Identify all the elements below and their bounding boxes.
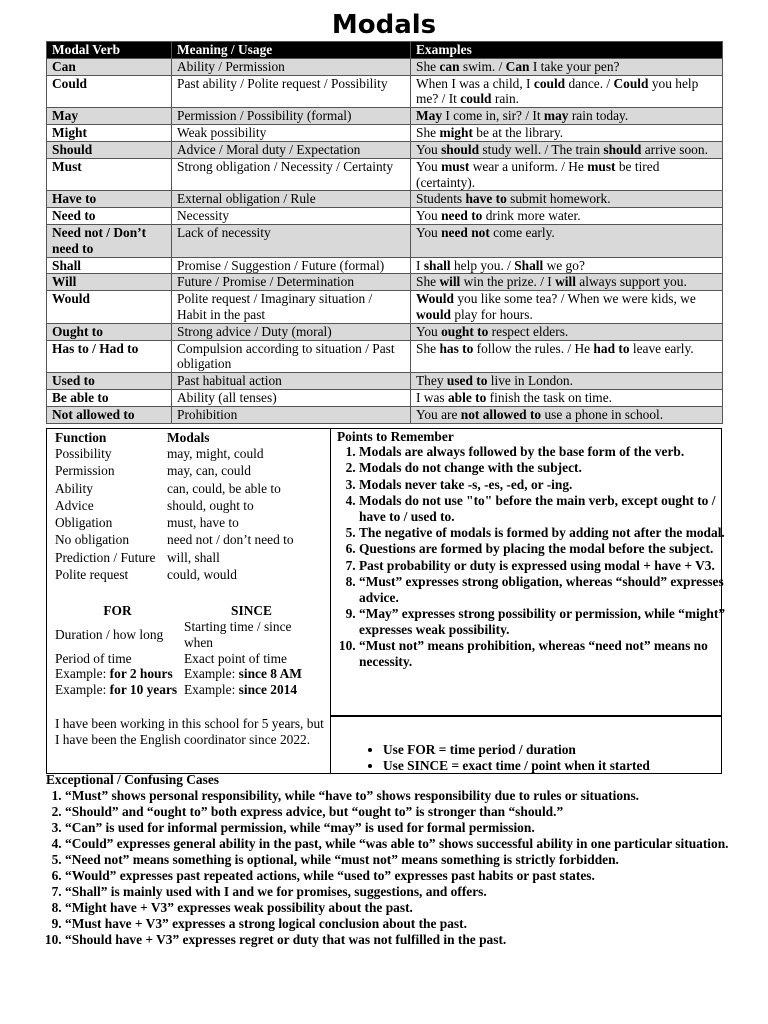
for-cell: Period of time — [55, 650, 132, 666]
modal-verb-cell: Might — [47, 125, 172, 142]
meaning-cell: Prohibition — [172, 406, 411, 423]
table-row — [47, 58, 723, 75]
point-item: 1. Modals are always followed by the base form of the verb. — [359, 444, 737, 460]
example-cell: Students have to submit homework. — [411, 191, 723, 208]
meaning-cell: Polite request / Imaginary situation / Habit in the past — [172, 291, 411, 324]
example-cell: You are not allowed to use a phone in school. — [411, 406, 723, 423]
column-header: Modal Verb — [47, 42, 172, 59]
exception-item: 9. “Must have + V3” expresses a strong logical conclusion about the past. — [65, 916, 737, 932]
modals-cell: should, ought to — [167, 497, 254, 513]
point-item: 2. Modals do not change with the subject. — [359, 460, 737, 476]
function-row — [53, 481, 296, 498]
example-cell: You must wear a uniform. / He must be tired (certainty). — [411, 158, 723, 191]
function-row — [53, 446, 296, 463]
table-row — [47, 340, 723, 373]
modal-verb-cell: Would — [47, 291, 172, 324]
since-cell: Exact point of time — [184, 650, 288, 666]
table-row — [47, 191, 723, 208]
function-header-row — [53, 430, 296, 446]
modals-cell: could, would — [167, 567, 237, 583]
function-cell: Ability — [55, 480, 93, 496]
meaning-cell: Strong advice / Duty (moral) — [172, 323, 411, 340]
for-since-example-sentence: I have been working in this school for 5 years, but I have been the English coordinator since 2022. — [55, 716, 324, 747]
table-row — [47, 323, 723, 340]
exception-item: 3. “Can” is used for informal permission, while “may” is used for formal permission. — [65, 820, 737, 836]
since-cell: Example: since 8 AM — [184, 666, 302, 682]
example-cell: Would you like some tea? / When we were kids, we would play for hours. — [411, 291, 723, 324]
meaning-cell: Necessity — [172, 208, 411, 225]
meaning-cell: Permission / Possibility (formal) — [172, 108, 411, 125]
modal-verb-cell: Need not / Don’t need to — [47, 224, 172, 257]
point-item: 8. “Must” expresses strong obligation, whereas “should” expresses advice. — [359, 574, 737, 606]
modal-verb-cell: Shall — [47, 257, 172, 274]
meaning-cell: Ability / Permission — [172, 58, 411, 75]
point-item: 7. Past probability or duty is expressed using modal + have + V3. — [359, 558, 737, 574]
meaning-cell: Weak possibility — [172, 125, 411, 142]
table-row — [47, 390, 723, 407]
modals-table — [46, 41, 723, 424]
point-item: 4. Modals do not use "to" before the main verb, except ought to / have to / used to. — [359, 493, 737, 525]
function-row — [53, 567, 296, 584]
modals-cell: may, might, could — [167, 446, 264, 461]
modals-header: Modals — [167, 430, 210, 445]
exception-item: 2. “Should” and “ought to” both express advice, but “ought to” is stronger than “should.” — [65, 804, 737, 820]
meaning-cell: Compulsion according to situation / Past obligation — [172, 340, 411, 373]
table-row — [47, 257, 723, 274]
table-row — [47, 224, 723, 257]
for-since-table — [53, 597, 321, 698]
table-row — [47, 75, 723, 108]
for-header: FOR — [103, 603, 132, 619]
for-cell: Example: for 2 hours — [55, 666, 173, 682]
modal-verb-cell: Have to — [47, 191, 172, 208]
for-cell: Example: for 10 years — [55, 682, 178, 698]
modal-verb-cell: Not allowed to — [47, 406, 172, 423]
exception-item: 10. “Should have + V3” expresses regret or duty that was not fulfilled in the past. — [65, 932, 737, 948]
function-row — [53, 463, 296, 480]
table-row — [47, 274, 723, 291]
page-title: Modals — [331, 10, 437, 40]
table-row — [47, 108, 723, 125]
function-cell: Possibility — [55, 446, 112, 461]
example-cell: She might be at the library. — [411, 125, 723, 142]
point-item: 10. “Must not” means prohibition, whereas “need not” means no necessity. — [359, 638, 737, 670]
modal-verb-cell: Used to — [47, 373, 172, 390]
example-cell: When I was a child, I could dance. / Could you help me? / It could rain. — [411, 75, 723, 108]
example-cell: I shall help you. / Shall we go? — [411, 257, 723, 274]
modal-verb-cell: Must — [47, 158, 172, 191]
meaning-cell: Past ability / Polite request / Possibility — [172, 75, 411, 108]
table-row — [47, 141, 723, 158]
for-cell: Duration / how long — [55, 626, 164, 642]
table-row — [47, 208, 723, 225]
modal-verb-cell: Be able to — [47, 390, 172, 407]
since-cell: Example: since 2014 — [184, 682, 298, 698]
function-header: Function — [55, 430, 107, 445]
modal-verb-cell: May — [47, 108, 172, 125]
for-since-row — [53, 682, 321, 698]
for-since-row — [53, 666, 321, 682]
function-cell: Advice — [55, 497, 94, 513]
point-item: 6. Questions are formed by placing the modal before the subject. — [359, 541, 737, 557]
modal-verb-cell: Ought to — [47, 323, 172, 340]
exception-item: 4. “Could” expresses general ability in the past, while “was able to” shows successful ability in one particular situation. — [65, 836, 737, 852]
meaning-cell: Promise / Suggestion / Future (formal) — [172, 257, 411, 274]
modals-cell: may, can, could — [167, 463, 251, 479]
meaning-cell: Lack of necessity — [172, 224, 411, 257]
function-row — [53, 550, 296, 567]
exception-item: 5. “Need not” means something is optional, while “must not” means something is strictly forbidden. — [65, 852, 737, 868]
meaning-cell: Strong obligation / Necessity / Certainty — [172, 158, 411, 191]
point-item: 5. The negative of modals is formed by adding not after the modal. — [359, 525, 737, 541]
modal-verb-cell: Need to — [47, 208, 172, 225]
modals-table-body — [47, 58, 723, 423]
modal-verb-cell: Will — [47, 274, 172, 291]
table-header-row — [47, 42, 723, 59]
example-cell: You need to drink more water. — [411, 208, 723, 225]
meaning-cell: Past habitual action — [172, 373, 411, 390]
modals-cell: must, have to — [167, 515, 239, 531]
example-cell: May I come in, sir? / It may rain today. — [411, 108, 723, 125]
function-row — [53, 515, 296, 532]
example-cell: They used to live in London. — [411, 373, 723, 390]
exception-item: 6. “Would” expresses past repeated actions, while “used to” expresses past habits or past states. — [65, 868, 737, 884]
point-item: 3. Modals never take -s, -es, -ed, or -ing. — [359, 477, 737, 493]
function-table — [53, 430, 296, 584]
table-row — [47, 406, 723, 423]
for-since-row — [53, 651, 321, 667]
table-row — [47, 125, 723, 142]
bullet-item: • Use FOR = time period / duration — [383, 742, 650, 758]
exception-item: 8. “Might have + V3” expresses weak possibility about the past. — [65, 900, 737, 916]
column-header: Examples — [411, 42, 723, 59]
function-row — [53, 532, 296, 549]
divider — [331, 715, 721, 717]
function-row — [53, 498, 296, 515]
since-header: SINCE — [231, 603, 272, 619]
meaning-cell: Advice / Moral duty / Expectation — [172, 141, 411, 158]
table-row — [47, 158, 723, 191]
modal-verb-cell: Should — [47, 141, 172, 158]
function-cell: No obligation — [55, 532, 130, 548]
example-cell: She has to follow the rules. / He had to leave early. — [411, 340, 723, 373]
left-pane — [47, 429, 331, 773]
points-title: Points to Remember — [337, 429, 454, 444]
modals-cell: need not / don’t need to — [167, 532, 294, 548]
exception-item: 1. “Must” shows personal responsibility, while “have to” shows responsibility due to rules or situations. — [65, 788, 737, 804]
modal-verb-cell: Could — [47, 75, 172, 108]
modal-verb-cell: Has to / Had to — [47, 340, 172, 373]
example-cell: You need not come early. — [411, 224, 723, 257]
exceptions-title: Exceptional / Confusing Cases — [46, 772, 219, 787]
for-since-bullets — [361, 742, 650, 774]
meaning-cell: External obligation / Rule — [172, 191, 411, 208]
modal-verb-cell: Can — [47, 58, 172, 75]
modals-cell: will, shall — [167, 549, 220, 565]
table-row — [47, 373, 723, 390]
function-cell: Prediction / Future — [55, 549, 156, 565]
meaning-cell: Ability (all tenses) — [172, 390, 411, 407]
example-cell: You ought to respect elders. — [411, 323, 723, 340]
example-cell: She will win the prize. / I will always support you. — [411, 274, 723, 291]
meaning-cell: Future / Promise / Determination — [172, 274, 411, 291]
exception-item: 7. “Shall” is mainly used with I and we for promises, suggestions, and offers. — [65, 884, 737, 900]
example-cell: You should study well. / The train should arrive soon. — [411, 141, 723, 158]
example-cell: She can swim. / Can I take your pen? — [411, 58, 723, 75]
point-item: 9. “May” expresses strong possibility or permission, while “might” expresses weak possibility. — [359, 606, 737, 638]
modals-cell: can, could, be able to — [167, 480, 281, 496]
reference-box — [46, 428, 726, 774]
column-header: Meaning / Usage — [172, 42, 411, 59]
right-pane — [331, 429, 726, 773]
function-cell: Permission — [55, 463, 115, 479]
for-since-row — [53, 619, 321, 651]
table-row — [47, 291, 723, 324]
function-cell: Polite request — [55, 567, 129, 583]
for-since-header-row — [53, 597, 321, 619]
exceptions-list — [46, 788, 737, 948]
function-cell: Obligation — [55, 515, 113, 531]
points-list — [337, 444, 737, 670]
example-cell: I was able to finish the task on time. — [411, 390, 723, 407]
bullet-item: • Use SINCE = exact time / point when it started — [383, 758, 650, 774]
since-cell: Starting time / since when — [184, 619, 292, 650]
